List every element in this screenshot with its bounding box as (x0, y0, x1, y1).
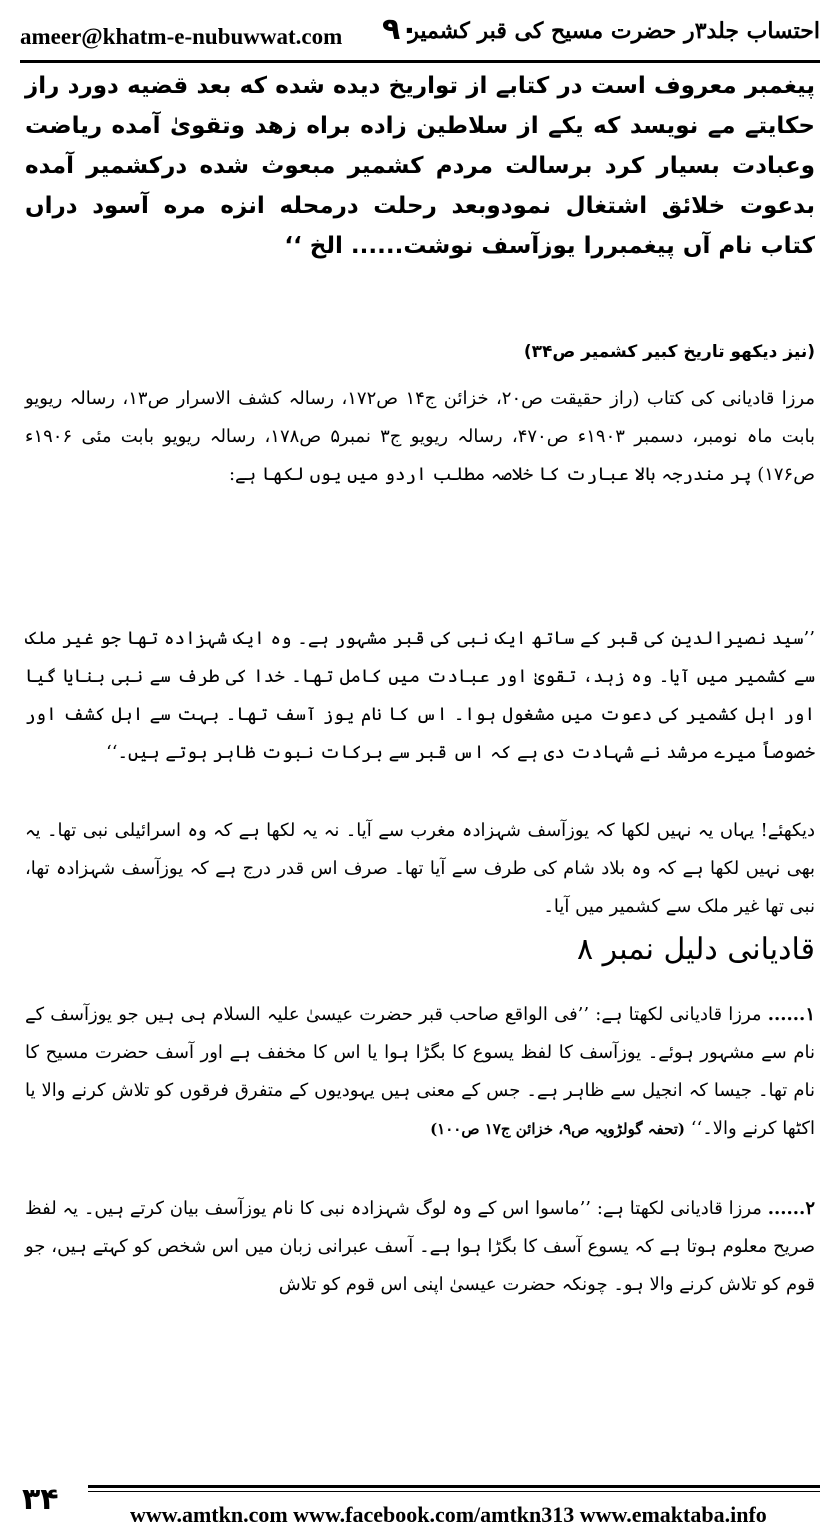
header-divider (20, 60, 820, 63)
paragraph-commentary: دیکھئے! یہاں یہ نہیں لکھا کہ یوزآسف شہزادہ مغرب سے آیا۔ نہ یہ لکھا ہے کہ وہ اسرائیلی نبی تھا۔ یہ بھی نہیں لکھا ہے کہ وہ بلاد شام کی طرف سے آیا تھا۔ صرف اس قدر درج ہے کہ یوزآسف شہزادہ تھا، نبی تھا غیر ملک سے کشمیر میں آیا۔ (25, 820, 815, 917)
header-book-title: احتساب جلد۳ر حضرت مسیح کی قبر کشمیر (408, 18, 820, 44)
item-number: ۱...... (767, 1004, 815, 1025)
item-reference: (تحفہ گولڑویہ ص۹، خزائن ج۱۷ ص۱۰۰) (430, 1120, 686, 1138)
item-text: مرزا قادیانی لکھتا ہے: ’’ماسوا اس کے وہ لوگ شہزادہ نبی کا نام یوزآسف بیان کرتے ہیں۔ یہ لفظ صریح معلوم ہوتا ہے کہ یسوع آسف کا بگڑا ہوا ہے۔ آسف عبرانی زبان میں اس شخص کو کہتے ہیں، جو قوم کو تلاش کرنے والا ہو۔ چونکہ حضرت عیسیٰ اپنی اس قوم کو تلاش (25, 1198, 815, 1295)
paragraph-urdu-summary: ’’سید نصیرالدین کی قبر کے ساتھ ایک نبی کی قبر مشہور ہے۔ وہ ایک شہزادہ تھا جو غیر ملک سے کشمیر میں آیا۔ وہ زہد، تقویٰ اور عبادت میں کامل تھا۔ خدا کی طرف سے نبی بنایا گیا اور اہل کشمیر کی دعوت میں مشغول ہوا۔ اس کا نام یوز آسف تھا۔ بہت سے اہل کشف اور خصوصاً میرے مرشد نے شہادت دی ہے کہ اس قبر سے برکات نبوت ظاہر ہوتے ہیں۔‘‘ (25, 628, 815, 763)
list-item (25, 1190, 815, 1304)
footer-divider (88, 1485, 820, 1488)
footer-divider-thin (88, 1491, 820, 1492)
persian-quote: پیغمبر معروف است در کتابے از تواریخ دیده شده که بعد قضیه دورد راز حکایتے مے نویسد که یکے از سلاطین زاده براه زهد وتقویٰ آمده ریاضت وعبادت بسیار کرد برسالت مردم کشمیر مبعوث شده درکشمیر آمده بدعوت خلائق اشتغال نمودوبعد رحلت درمحله انزه مره آسود دراں کتاب نام آں پیغمبررا یوزآسف نوشت...... الخ ‘‘ (25, 73, 815, 259)
footer-page-number: ۳۴ (22, 1482, 59, 1517)
header-email: ameer@khatm-e-nubuwwat.com (20, 24, 343, 49)
header-page-number: ۹۰ (382, 12, 419, 47)
item-text: مرزا قادیانی لکھتا ہے: ’’فی الواقع صاحب قبر حضرت عیسیٰ علیہ السلام ہی ہیں جو یوزآسف کے نام سے مشہور ہوئے۔ یوزآسف کا لفظ یسوع کا بگڑا ہوا یا اس کا مخفف ہے اور آسف حضرت مسیح کا نام تھا۔ جیسا کہ انجیل سے ظاہر ہے۔ جس کے معنی ہیں یہودیوں کے متفرق فرقوں کو تلاش کرنے والا یا اکٹھا کرنے والا۔‘‘ (25, 1004, 815, 1139)
item-number: ۲...... (767, 1198, 815, 1219)
paragraph-book-references: مرزا قادیانی کی کتاب (راز حقیقت ص۲۰، خزائن ج۱۴ ص۱۷۲، رسالہ کشف الاسرار ص۱۳، رسالہ ریویو بابت ماہ نومبر، دسمبر ۱۹۰۳ء ص۴۷۰، رسالہ ریویو ج۳ نمبر۵ ص۱۷۸، رسالہ ریویو بابت مئی ۱۹۰۶ء ص۱۷۶) پر مندرجہ بالا عبارت کا خلاصہ مطلب اردو میں یوں لکھا ہے: (25, 388, 816, 485)
list-item (25, 996, 815, 1148)
section-heading: قادیانی دلیل نمبر ۸ (577, 932, 815, 967)
reference-tarikh-kabir: (نیز دیکھو تاریخ کبیر کشمیر ص۳۴) (523, 342, 815, 362)
footer-website-links: www.amtkn.com www.facebook.com/amtkn313 www.emaktaba.info (130, 1502, 767, 1527)
page-header (20, 12, 820, 52)
